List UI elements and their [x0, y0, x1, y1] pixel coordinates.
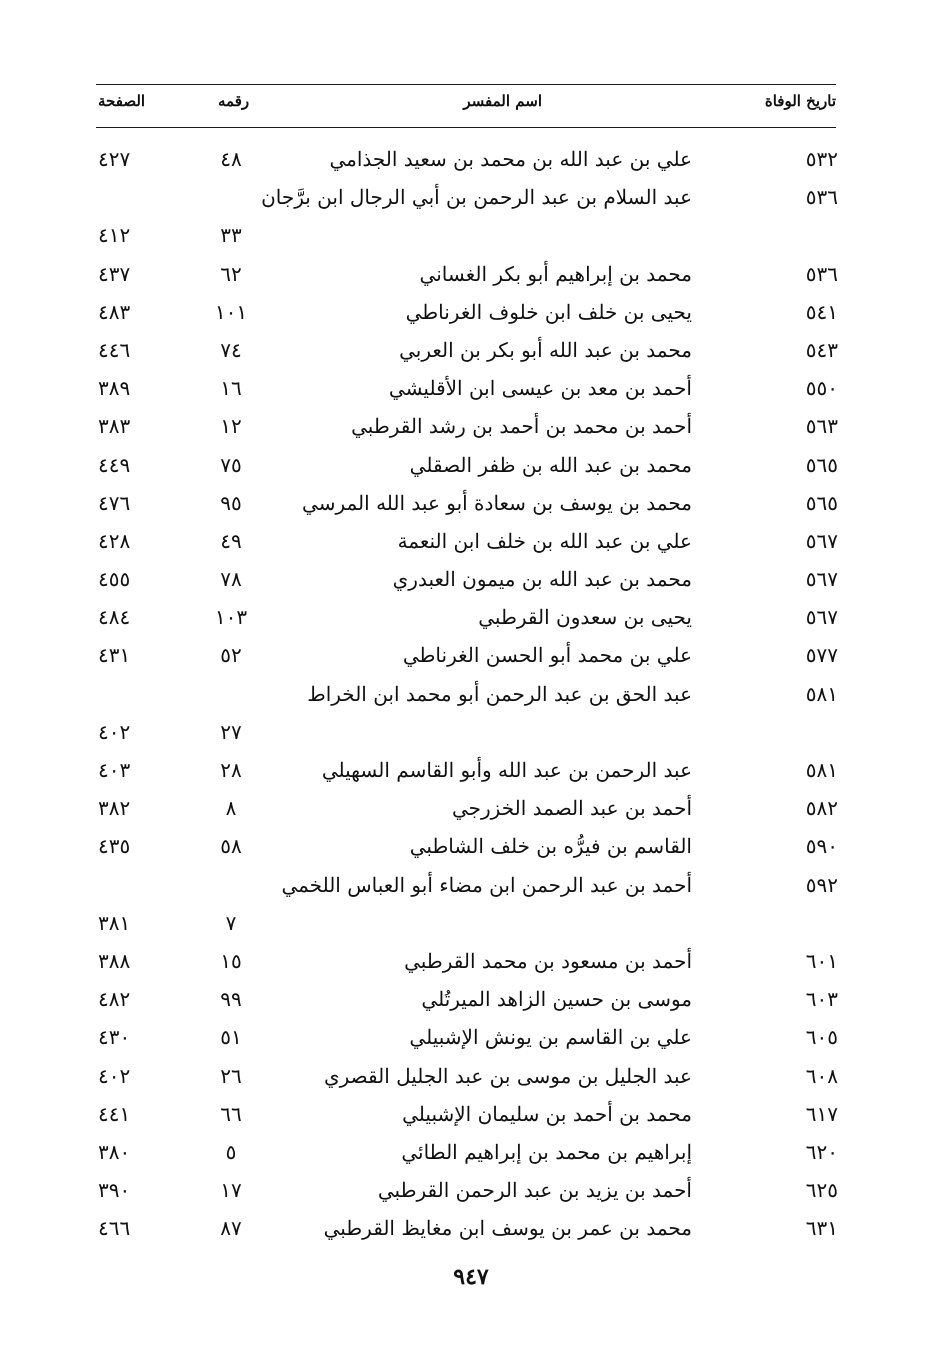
page-cell: ٤٤٦	[98, 337, 131, 362]
death-date-cell: ٥٩٠	[805, 834, 838, 859]
header-top-rule	[96, 84, 836, 85]
number-cell: ٣٣	[220, 223, 242, 248]
death-date-cell: ٥٦٧	[805, 528, 838, 553]
number-cell: ٥٢	[220, 643, 242, 668]
number-cell: ١٧	[220, 1178, 242, 1203]
name-cell: محمد بن عبد الله بن ظفر الصقلي	[409, 452, 692, 477]
number-cell: ٦٢	[220, 261, 242, 286]
table-row	[0, 140, 942, 178]
page-cell: ٤٨٤	[98, 605, 131, 630]
name-cell: موسى بن حسين الزاهد الميرتُلي	[421, 987, 692, 1012]
name-cell: محمد بن أحمد بن سليمان الإشبيلي	[402, 1101, 692, 1126]
page-cell: ٤٦٦	[98, 1216, 131, 1241]
name-cell: عبد الحق بن عبد الرحمن أبو محمد ابن الخراط	[307, 681, 692, 706]
page-cell: ٣٨٩	[98, 376, 131, 401]
table-row	[0, 1171, 942, 1209]
index-table	[0, 140, 942, 1247]
death-date-cell: ٥٨١	[805, 681, 838, 706]
number-cell: ٧٥	[220, 452, 242, 477]
page-cell: ٤٨٣	[98, 299, 131, 324]
number-cell: ٨٧	[220, 1216, 242, 1241]
name-cell: القاسم بن فيرُّه بن خلف الشاطبي	[409, 834, 692, 859]
table-row	[0, 827, 942, 865]
page-cell: ٤٥٥	[98, 567, 131, 592]
page-cell: ٤٢٧	[98, 146, 131, 171]
name-cell: عبد الرحمن بن عبد الله وأبو القاسم السهيلي	[321, 758, 692, 783]
death-date-cell: ٥٤٣	[805, 337, 838, 362]
page-cell: ٤٠٣	[98, 758, 131, 783]
death-date-cell: ٦٠٣	[805, 987, 838, 1012]
number-cell: ٩٩	[220, 987, 242, 1012]
page-cell: ٤٤١	[98, 1101, 131, 1126]
number-cell: ١٥	[220, 948, 242, 973]
number-cell: ٧٤	[220, 337, 242, 362]
name-cell: أحمد بن عبد الرحمن ابن مضاء أبو العباس اللخمي	[281, 872, 692, 897]
name-cell: علي بن القاسم بن يونش الإشبيلي	[409, 1025, 692, 1050]
death-date-cell: ٦٢٠	[805, 1139, 838, 1164]
number-cell: ٢٦	[220, 1063, 242, 1088]
page-cell: ٤٣٥	[98, 834, 131, 859]
page-cell: ٣٨٠	[98, 1139, 131, 1164]
table-row	[0, 522, 942, 560]
name-cell: أحمد بن يزيد بن عبد الرحمن القرطبي	[377, 1178, 692, 1203]
number-cell: ٥	[225, 1139, 237, 1164]
name-cell: عبد السلام بن عبد الرحمن بن أبي الرجال ابن برَّجان	[261, 185, 692, 210]
death-date-cell: ٥٦٧	[805, 605, 838, 630]
death-date-cell: ٥٨١	[805, 758, 838, 783]
name-cell: إبراهيم بن محمد بن إبراهيم الطائي	[401, 1139, 692, 1164]
header-bottom-rule	[96, 127, 836, 128]
death-date-cell: ٥٣٢	[805, 147, 838, 171]
table-row	[0, 866, 942, 942]
name-cell: علي بن عبد الله بن خلف ابن النعمة	[397, 528, 692, 553]
page-cell: ٤٣٠	[98, 1025, 131, 1050]
table-row	[0, 1057, 942, 1095]
page-cell: ٤٤٩	[98, 452, 131, 477]
table-row	[0, 636, 942, 674]
table-row	[0, 942, 942, 980]
name-cell: عبد الجليل بن موسى بن عبد الجليل القصري	[323, 1063, 692, 1088]
table-row	[0, 598, 942, 636]
number-cell: ٤٨	[220, 146, 242, 171]
page-cell: ٣٨٣	[98, 414, 131, 439]
name-cell: أحمد بن مسعود بن محمد القرطبي	[404, 948, 692, 973]
page-cell: ٤١٢	[98, 223, 131, 248]
name-cell: علي بن عبد الله بن محمد بن سعيد الجذامي	[329, 147, 692, 171]
table-row	[0, 675, 942, 751]
number-cell: ١٠١	[214, 299, 248, 324]
table-row	[0, 789, 942, 827]
death-date-cell: ٥٣٦	[805, 185, 838, 210]
death-date-cell: ٥٦٧	[805, 567, 838, 592]
number-cell: ٥٨	[220, 834, 242, 859]
table-row	[0, 751, 942, 789]
number-cell: ٥١	[220, 1025, 242, 1050]
name-cell: محمد بن عمر بن يوسف ابن مغايظ القرطبي	[323, 1216, 692, 1241]
table-row	[0, 1133, 942, 1171]
death-date-cell: ٥٩٢	[805, 872, 838, 897]
death-date-cell: ٦٢٥	[805, 1178, 838, 1203]
table-row	[0, 178, 942, 254]
header-name: اسم المفسر	[463, 92, 542, 110]
table-row	[0, 1018, 942, 1056]
death-date-cell: ٥٧٧	[805, 643, 838, 668]
header-number: رقمه	[218, 92, 250, 110]
page-number: ٩٤٧	[453, 1264, 489, 1290]
header-page: الصفحة	[98, 92, 146, 110]
death-date-cell: ٥٣٦	[805, 261, 838, 286]
table-row	[0, 1209, 942, 1247]
death-date-cell: ٥٨٢	[805, 796, 838, 821]
table-row	[0, 560, 942, 598]
number-cell: ٨	[225, 796, 237, 821]
table-row	[0, 255, 942, 293]
name-cell: أحمد بن محمد بن أحمد بن رشد القرطبي	[351, 414, 692, 439]
page-cell: ٤٣١	[98, 643, 131, 668]
number-cell: ٧٨	[220, 567, 242, 592]
death-date-cell: ٥٦٥	[805, 452, 838, 477]
number-cell: ٢٨	[220, 758, 242, 783]
death-date-cell: ٥٦٥	[805, 490, 838, 515]
death-date-cell: ٦٣١	[805, 1216, 838, 1241]
table-row	[0, 484, 942, 522]
table-row	[0, 293, 942, 331]
page-cell: ٤٣٧	[98, 261, 131, 286]
page-cell: ٤٨٢	[98, 987, 131, 1012]
page-cell: ٤٠٢	[98, 719, 131, 744]
death-date-cell: ٦٠٨	[805, 1063, 838, 1088]
page-cell: ٤٢٨	[98, 528, 131, 553]
name-cell: علي بن محمد أبو الحسن الغرناطي	[402, 643, 692, 668]
number-cell: ١٢	[220, 414, 242, 439]
name-cell: محمد بن إبراهيم أبو بكر الغساني	[419, 261, 692, 286]
table-row	[0, 446, 942, 484]
death-date-cell: ٥٤١	[805, 299, 838, 324]
number-cell: ٦٦	[220, 1101, 242, 1126]
page-cell: ٤٠٢	[98, 1063, 131, 1088]
name-cell: يحيى بن سعدون القرطبي	[478, 605, 692, 630]
page-cell: ٣٨٨	[98, 948, 131, 973]
name-cell: محمد بن عبد الله أبو بكر بن العربي	[399, 337, 692, 362]
table-row	[0, 407, 942, 445]
name-cell: أحمد بن عبد الصمد الخزرجي	[451, 796, 692, 821]
number-cell: ٧	[225, 910, 237, 935]
number-cell: ٢٧	[220, 719, 242, 744]
death-date-cell: ٥٦٣	[805, 414, 838, 439]
name-cell: محمد بن يوسف بن سعادة أبو عبد الله المرسي	[302, 490, 692, 515]
header-death-date: تاريخ الوفاة	[764, 92, 836, 110]
table-row	[0, 369, 942, 407]
number-cell: ١٦	[220, 376, 242, 401]
name-cell: يحيى بن خلف ابن خلوف الغرناطي	[405, 299, 692, 324]
number-cell: ٤٩	[220, 528, 242, 553]
table-row	[0, 980, 942, 1018]
number-cell: ٩٥	[220, 490, 242, 515]
death-date-cell: ٥٥٠	[805, 376, 838, 401]
name-cell: محمد بن عبد الله بن ميمون العبدري	[392, 567, 692, 592]
page-cell: ٤٧٦	[98, 490, 131, 515]
table-row	[0, 1095, 942, 1133]
page-cell: ٣٨١	[98, 910, 131, 935]
number-cell: ١٠٣	[214, 605, 248, 630]
death-date-cell: ٦٠٥	[805, 1025, 838, 1050]
name-cell: أحمد بن معد بن عيسى ابن الأقليشي	[388, 376, 692, 401]
death-date-cell: ٦٠١	[805, 948, 838, 973]
page-cell: ٣٨٢	[98, 796, 131, 821]
death-date-cell: ٦١٧	[805, 1101, 838, 1126]
page-cell: ٣٩٠	[98, 1178, 131, 1203]
table-row	[0, 331, 942, 369]
